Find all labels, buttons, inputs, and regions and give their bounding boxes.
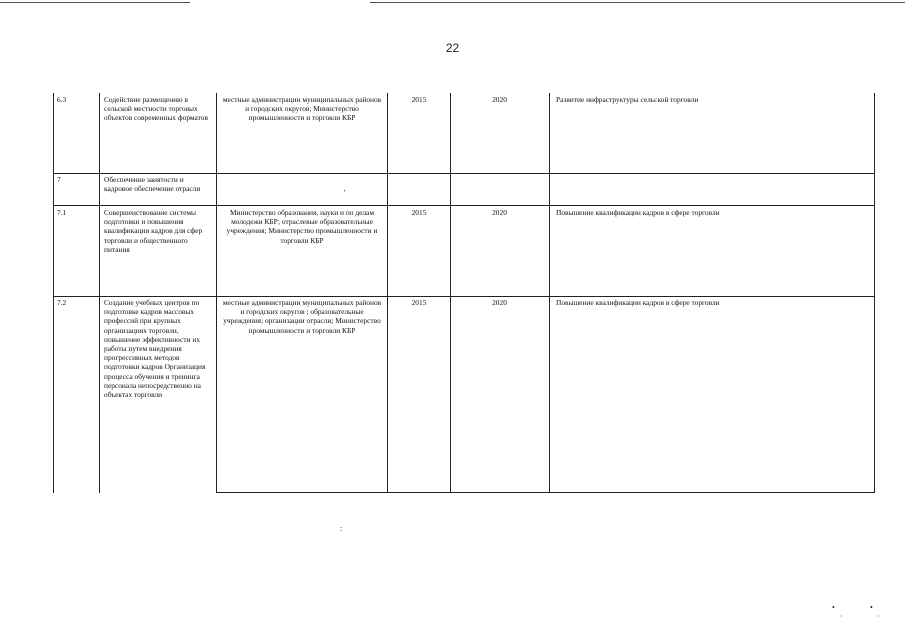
column-divider bbox=[53, 93, 54, 493]
item-number: 6.3 bbox=[57, 95, 67, 104]
scan-speck: · bbox=[877, 612, 880, 621]
table-bottom-border bbox=[216, 492, 874, 493]
item-number: 7.2 bbox=[57, 298, 67, 307]
start-year: 2015 bbox=[411, 298, 427, 307]
responsible-executors: местные администрации муниципальных районов и городских округов; Министерство промышленности и торговли КБР bbox=[222, 95, 382, 123]
end-year: 2020 bbox=[492, 208, 507, 217]
item-number: 7 bbox=[57, 175, 61, 184]
column-divider bbox=[387, 93, 388, 493]
start-year: 2015 bbox=[411, 95, 427, 104]
end-year: 2020 bbox=[492, 298, 507, 307]
row-divider bbox=[53, 296, 874, 297]
footer-mark: : bbox=[340, 524, 343, 533]
column-divider bbox=[450, 93, 451, 493]
expected-result: Развитие инфраструктуры сельской торговли bbox=[556, 95, 699, 104]
column-divider bbox=[549, 93, 550, 493]
measure-description: Обеспечение занятости и кадровое обеспечение отрасли bbox=[104, 175, 201, 194]
expected-result: Повышение квалификации кадров в сфере торговли bbox=[556, 208, 720, 217]
responsible-executors: , bbox=[343, 184, 346, 193]
column-divider bbox=[874, 93, 875, 493]
start-year: 2015 bbox=[411, 208, 427, 217]
scan-top-line-right bbox=[370, 2, 905, 3]
column-divider bbox=[216, 93, 217, 493]
scan-top-line-left bbox=[0, 2, 190, 3]
page-number: 22 bbox=[445, 41, 460, 55]
measure-description: Совершенствование системы подготовки и повышения квалификации кадров для сфер торговли и общественного питания bbox=[104, 208, 203, 254]
row-divider bbox=[53, 173, 874, 174]
measure-description: Содействие размещению в сельской местности торговых объектов современных форматов bbox=[104, 95, 208, 123]
expected-result: Повышение квалификации кадров в сфере торговли bbox=[556, 298, 720, 307]
column-divider bbox=[99, 93, 100, 493]
item-number: 7.1 bbox=[57, 208, 67, 217]
scan-speck: • bbox=[832, 603, 835, 612]
end-year: 2020 bbox=[492, 95, 507, 104]
scan-speck: · bbox=[840, 612, 843, 621]
measure-description: Создание учебных центров по подготовке кадров массовых профессий при крупных организациях торговли, повышение эффективности их работы путем внедрения прогрессивных методов подготовки кадров Организация процесса обучения и тренинга персонала непосредственно на объектах торговли bbox=[104, 298, 206, 400]
responsible-executors: Министерство образования, науки и по делам молодежи КБР; отраслевые образовательные учреждения; Министерство промышленности и торговли КБР bbox=[226, 208, 378, 245]
scan-speck: • bbox=[870, 603, 873, 612]
row-divider bbox=[53, 205, 874, 206]
responsible-executors: местные администрации муниципальных районов и городских округов ; образовательные учреждения; организации отрасли; Министерство промышленности и торговли КБР bbox=[222, 298, 382, 335]
